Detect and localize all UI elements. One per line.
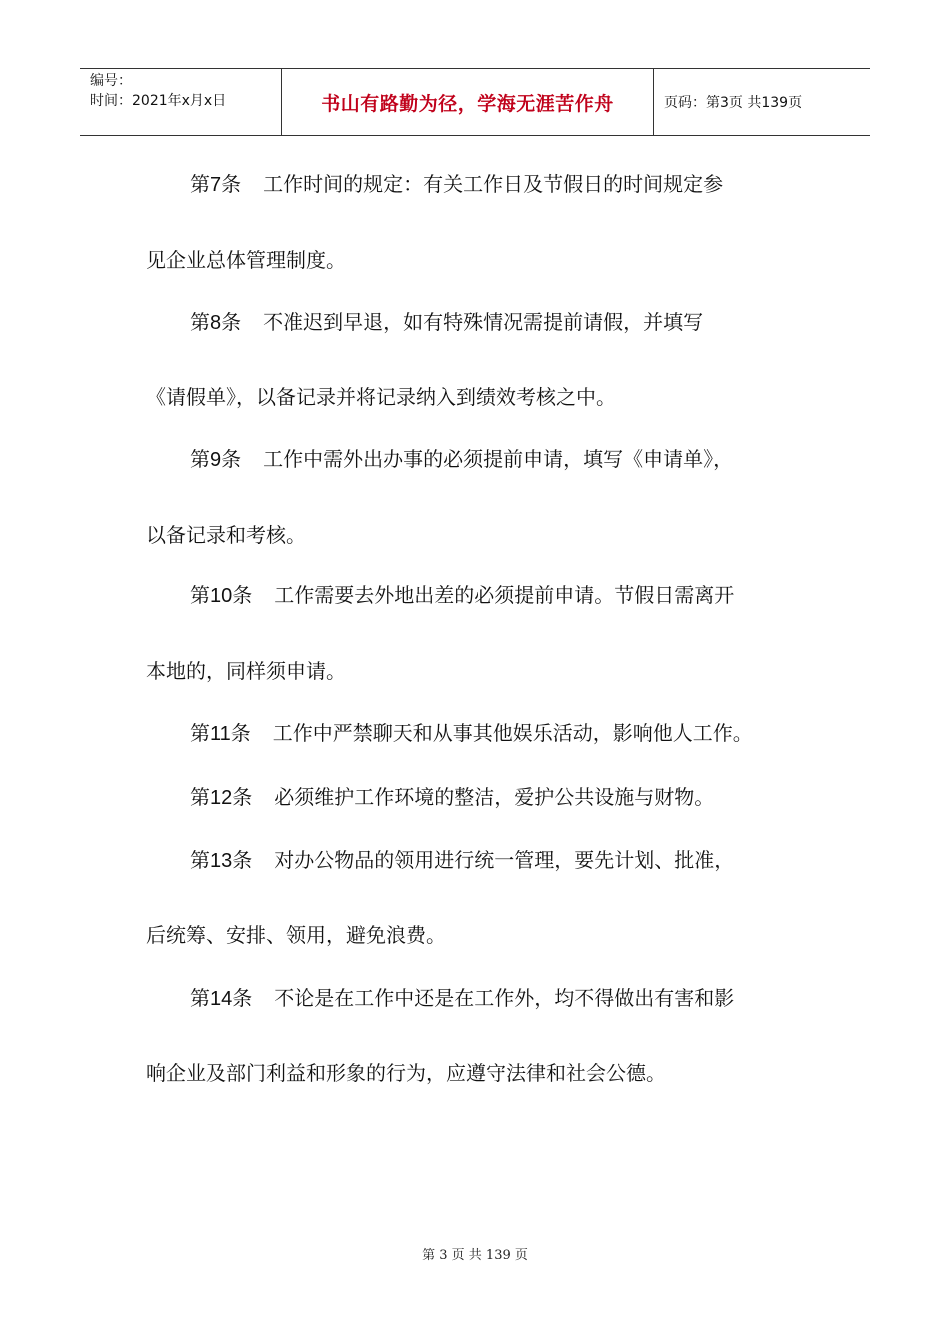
article-line: [0, 444, 950, 475]
header-motto: [282, 69, 654, 135]
document-number-label: 编号：: [90, 73, 132, 89]
article-line: [0, 782, 950, 813]
article-continuation: 《请假单》，以备记录并将记录纳入到绩效考核之中。: [146, 385, 616, 409]
article-text: 工作中需外出办事的必须提前申请，填写《申请单》，: [263, 447, 734, 471]
article-text: 必须维护工作环境的整洁，爱护公共设施与财物。: [274, 785, 715, 809]
article-number: 第14条: [190, 988, 253, 1010]
article-line: [0, 580, 950, 611]
article-continuation: 以备记录和考核。: [146, 523, 306, 547]
article-line: [0, 845, 950, 876]
article-text: 不论是在工作中还是在工作外，均不得做出有害和影: [274, 986, 735, 1010]
motto-text: 书山有路勤为径，学海无涯苦作舟: [321, 92, 614, 115]
article-number: 第11条: [190, 723, 251, 745]
footer-page-number: 第 3 页 共 139 页: [422, 1248, 528, 1263]
header-meta: [80, 69, 282, 135]
article-line: [0, 983, 950, 1014]
article-number: 第9条: [190, 449, 242, 471]
page-footer: [0, 1244, 950, 1263]
article-text: 工作需要去外地出差的必须提前申请。节假日需离开: [274, 583, 735, 607]
article-number: 第7条: [190, 174, 242, 196]
article-line: [0, 307, 950, 338]
article-number: 第12条: [190, 787, 253, 809]
article-continuation: 见企业总体管理制度。: [146, 248, 346, 272]
article-text: 对办公物品的领用进行统一管理，要先计划、批准，: [274, 848, 735, 872]
document-date-label: 时间：2021年x月x日: [90, 93, 227, 109]
article-text: 工作中严禁聊天和从事其他娱乐活动，影响他人工作。: [272, 721, 753, 745]
article-continuation: 后统筹、安排、领用，避免浪费。: [146, 923, 446, 947]
page-indicator-text: 页码：第3页 共139页: [664, 95, 803, 111]
header-page-indicator: [654, 69, 870, 135]
article-continuation: 本地的，同样须申请。: [146, 659, 346, 683]
article-continuation: 响企业及部门利益和形象的行为，应遵守法律和社会公德。: [146, 1061, 666, 1085]
article-number: 第10条: [190, 585, 253, 607]
article-text: 不准迟到早退，如有特殊情况需提前请假，并填写: [263, 310, 704, 334]
article-number: 第13条: [190, 850, 253, 872]
article-number: 第8条: [190, 312, 242, 334]
article-text: 工作时间的规定：有关工作日及节假日的时间规定参: [263, 172, 724, 196]
article-line: [0, 169, 950, 200]
page-header: [80, 68, 870, 136]
article-line: [0, 718, 950, 749]
